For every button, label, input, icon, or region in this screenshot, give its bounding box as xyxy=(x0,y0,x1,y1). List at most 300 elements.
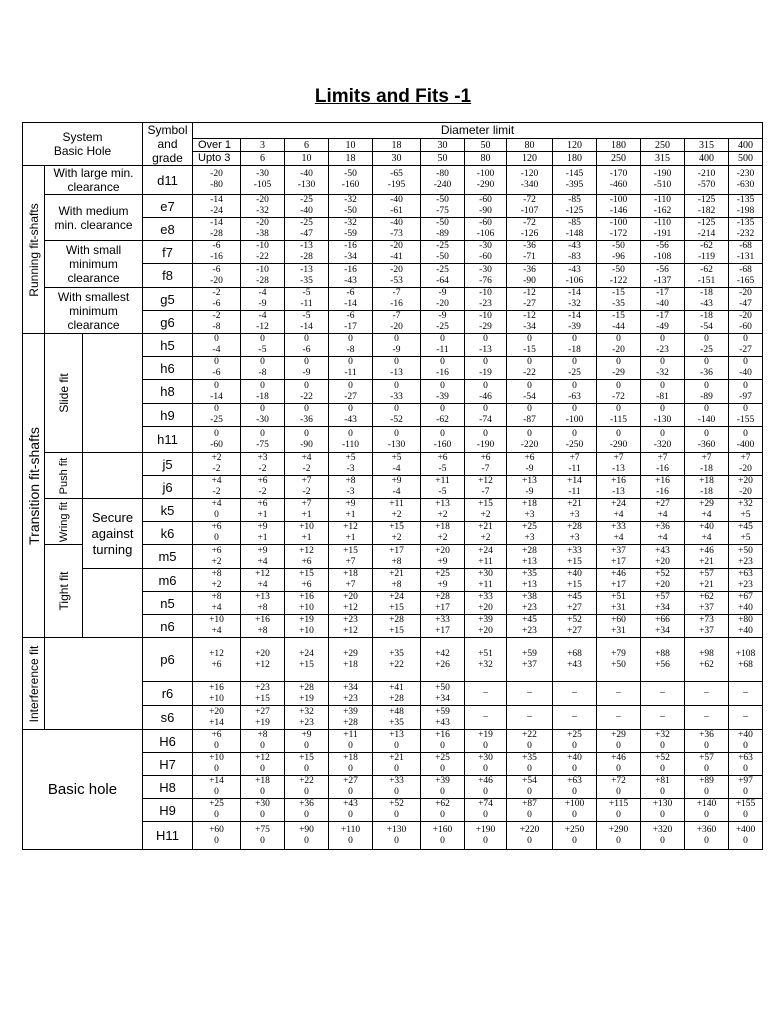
value-cell xyxy=(465,706,507,730)
value-cell xyxy=(641,682,685,706)
lower-deviation: -320 xyxy=(653,439,672,450)
value-cell xyxy=(285,166,329,195)
value-cell xyxy=(507,799,553,822)
upper-deviation: -20 xyxy=(256,195,269,205)
value-cell xyxy=(285,822,329,850)
value-cell xyxy=(373,380,421,404)
upper-deviation: -7 xyxy=(392,311,401,321)
upper-deviation: 0 xyxy=(572,357,577,367)
value-cell xyxy=(685,380,729,404)
upper-deviation: -20 xyxy=(739,288,752,298)
lower-deviation: +37 xyxy=(699,603,714,613)
value-cell xyxy=(729,476,763,499)
upper-deviation: -135 xyxy=(736,218,755,228)
lower-deviation: -4 xyxy=(392,487,401,497)
upper-deviation: -14 xyxy=(210,195,223,205)
value-cell xyxy=(241,706,285,730)
upper-deviation: +29 xyxy=(343,648,358,659)
value-cell xyxy=(241,218,285,241)
lower-deviation: -6 xyxy=(302,345,311,355)
lower-deviation: +2 xyxy=(437,533,448,543)
lower-deviation: +8 xyxy=(391,556,402,567)
value-cell xyxy=(193,357,241,380)
value-cell xyxy=(421,592,465,615)
upper-deviation: 0 xyxy=(743,380,748,391)
upto-value: 180 xyxy=(553,152,597,166)
upper-deviation: +15 xyxy=(343,545,358,556)
lower-deviation: -9 xyxy=(258,299,267,309)
upper-deviation: +9 xyxy=(257,545,268,556)
upper-deviation: -43 xyxy=(568,264,581,275)
table-row xyxy=(23,288,763,311)
lower-deviation: -195 xyxy=(387,180,406,190)
lower-deviation: 0 xyxy=(704,787,709,797)
value-cell xyxy=(193,241,241,264)
upper-deviation: -110 xyxy=(653,195,672,205)
lower-deviation: -2 xyxy=(302,464,311,474)
upper-deviation: – xyxy=(616,712,621,722)
upper-deviation: – xyxy=(704,688,709,698)
basic-hole-group: Basic hole xyxy=(23,730,143,850)
upper-deviation: -100 xyxy=(476,169,495,179)
upper-deviation: -17 xyxy=(656,288,669,298)
upper-deviation: +62 xyxy=(699,592,714,602)
value-cell xyxy=(685,638,729,682)
value-cell xyxy=(553,288,597,311)
symbol-cell: H11 xyxy=(143,822,193,850)
upper-deviation: 0 xyxy=(704,404,709,414)
lower-deviation: -62 xyxy=(436,415,449,425)
value-cell xyxy=(329,682,373,706)
upper-deviation: -32 xyxy=(344,218,357,228)
lower-deviation: -2 xyxy=(212,464,221,474)
lower-deviation: -360 xyxy=(697,439,716,450)
lower-deviation: +23 xyxy=(738,580,753,590)
upper-deviation: 0 xyxy=(616,404,621,414)
lower-deviation: -87 xyxy=(523,415,536,425)
lower-deviation: -8 xyxy=(212,322,221,332)
lower-deviation: +20 xyxy=(655,556,670,567)
value-cell xyxy=(285,730,329,753)
upper-deviation: -36 xyxy=(523,264,536,275)
upper-deviation: 0 xyxy=(527,357,532,367)
value-cell xyxy=(329,380,373,404)
lower-deviation: -250 xyxy=(565,439,584,450)
upper-deviation: -60 xyxy=(479,195,492,205)
upper-deviation: +130 xyxy=(652,799,673,809)
lower-deviation: +13 xyxy=(522,580,537,590)
upper-deviation: +32 xyxy=(738,499,753,509)
value-cell xyxy=(193,476,241,499)
upper-deviation: +320 xyxy=(652,824,673,835)
value-cell xyxy=(193,753,241,776)
lower-deviation: +17 xyxy=(435,603,450,613)
lower-deviation: -9 xyxy=(392,345,401,355)
value-cell xyxy=(421,522,465,545)
upper-deviation: 0 xyxy=(260,380,265,391)
upper-deviation: +4 xyxy=(301,453,312,463)
upper-deviation: -100 xyxy=(609,218,628,228)
upper-deviation: +4 xyxy=(211,476,222,486)
lower-deviation: -43 xyxy=(700,299,713,309)
upper-deviation: +20 xyxy=(435,545,450,556)
upper-deviation: +12 xyxy=(255,569,270,579)
value-cell xyxy=(597,218,641,241)
value-cell xyxy=(285,499,329,522)
over-value: 120 xyxy=(553,138,597,152)
upper-deviation: -10 xyxy=(256,241,269,251)
value-cell xyxy=(553,334,597,357)
value-cell xyxy=(241,166,285,195)
value-cell xyxy=(729,522,763,545)
lower-deviation: 0 xyxy=(214,787,219,797)
upper-deviation: +6 xyxy=(480,453,491,463)
lower-deviation: -25 xyxy=(568,368,581,378)
lower-deviation: 0 xyxy=(348,835,353,846)
upper-deviation: – xyxy=(616,688,621,698)
value-cell xyxy=(597,453,641,476)
upper-deviation: +15 xyxy=(299,569,314,579)
value-cell xyxy=(641,311,685,334)
value-cell xyxy=(685,241,729,264)
desc-large-clearance: With large min. clearance xyxy=(45,166,143,195)
lower-deviation: -16 xyxy=(656,487,669,497)
lower-deviation: -148 xyxy=(565,229,584,239)
upper-deviation: -170 xyxy=(609,169,628,179)
upper-deviation: +35 xyxy=(522,753,537,763)
upper-deviation: -40 xyxy=(300,169,313,179)
lower-deviation: 0 xyxy=(440,835,445,846)
upper-deviation: +40 xyxy=(567,569,582,579)
value-cell xyxy=(597,706,641,730)
upper-deviation: +75 xyxy=(255,824,270,835)
lower-deviation: 0 xyxy=(660,741,665,751)
upper-deviation: 0 xyxy=(348,357,353,367)
lower-deviation: -2 xyxy=(258,464,267,474)
lower-deviation: +9 xyxy=(437,556,448,567)
value-cell xyxy=(285,195,329,218)
upper-deviation: +6 xyxy=(211,545,222,556)
upper-deviation: +190 xyxy=(475,824,496,835)
upper-deviation: +32 xyxy=(299,706,314,717)
upper-deviation: +22 xyxy=(522,730,537,740)
value-cell xyxy=(373,776,421,799)
value-cell xyxy=(421,195,465,218)
value-cell xyxy=(421,753,465,776)
value-cell xyxy=(685,822,729,850)
upper-deviation: -2 xyxy=(212,311,221,321)
upper-deviation: +16 xyxy=(255,615,270,625)
value-cell xyxy=(373,569,421,592)
value-cell xyxy=(373,822,421,850)
lower-deviation: +20 xyxy=(478,626,493,636)
secure-against-turning: Secure against turning xyxy=(83,499,143,569)
lower-deviation: -49 xyxy=(656,322,669,332)
lower-deviation: -41 xyxy=(390,252,403,262)
upper-deviation: +5 xyxy=(391,453,402,463)
lower-deviation: +6 xyxy=(211,659,222,670)
symbol-cell: g5 xyxy=(143,288,193,311)
upper-deviation: +28 xyxy=(389,615,404,625)
value-cell xyxy=(193,499,241,522)
upper-deviation: 0 xyxy=(483,380,488,391)
lower-deviation: -9 xyxy=(525,487,534,497)
lower-deviation: -90 xyxy=(523,275,536,286)
value-cell xyxy=(729,166,763,195)
upper-deviation: +54 xyxy=(522,776,537,786)
lower-deviation: 0 xyxy=(260,764,265,774)
value-cell xyxy=(373,311,421,334)
upper-deviation: +40 xyxy=(738,730,753,740)
upper-deviation: 0 xyxy=(440,357,445,367)
lower-deviation: -22 xyxy=(300,391,313,402)
lower-deviation: -119 xyxy=(697,252,716,262)
upper-deviation: 0 xyxy=(743,357,748,367)
value-cell xyxy=(597,638,641,682)
upper-deviation: -30 xyxy=(256,169,269,179)
lower-deviation: 0 xyxy=(743,835,748,846)
value-cell xyxy=(641,522,685,545)
upper-deviation: +20 xyxy=(738,476,753,486)
value-cell xyxy=(641,822,685,850)
value-cell xyxy=(507,288,553,311)
lower-deviation: -172 xyxy=(609,229,628,239)
upper-deviation: +87 xyxy=(522,799,537,809)
value-cell xyxy=(597,522,641,545)
lower-deviation: +14 xyxy=(209,717,224,728)
lower-deviation: -20 xyxy=(739,487,752,497)
value-cell xyxy=(285,799,329,822)
lower-deviation: 0 xyxy=(394,835,399,846)
lower-deviation: -40 xyxy=(739,368,752,378)
value-cell xyxy=(641,427,685,453)
value-cell xyxy=(641,799,685,822)
upper-deviation: -5 xyxy=(302,311,311,321)
lower-deviation: -5 xyxy=(438,464,447,474)
upper-deviation: +33 xyxy=(478,592,493,602)
upto-value: 400 xyxy=(685,152,729,166)
upper-deviation: +11 xyxy=(343,730,358,740)
lower-deviation: +12 xyxy=(343,603,358,613)
symbol-cell: r6 xyxy=(143,682,193,706)
value-cell xyxy=(193,311,241,334)
upper-deviation: -190 xyxy=(653,169,672,179)
lower-deviation: -29 xyxy=(479,322,492,332)
lower-deviation: +3 xyxy=(569,510,580,520)
value-cell xyxy=(421,404,465,427)
upto-label: Upto 3 xyxy=(193,152,241,166)
lower-deviation: +17 xyxy=(611,556,626,567)
value-cell xyxy=(329,592,373,615)
value-cell xyxy=(685,476,729,499)
value-cell xyxy=(373,753,421,776)
upper-deviation: 0 xyxy=(660,334,665,344)
value-cell xyxy=(729,334,763,357)
value-cell xyxy=(641,476,685,499)
value-cell xyxy=(597,822,641,850)
upper-deviation: +24 xyxy=(299,648,314,659)
value-cell xyxy=(641,241,685,264)
lower-deviation: 0 xyxy=(214,741,219,751)
lower-deviation: 0 xyxy=(394,764,399,774)
value-cell xyxy=(597,357,641,380)
lower-deviation: +17 xyxy=(611,580,626,590)
upper-deviation: -80 xyxy=(436,169,449,179)
upper-deviation: 0 xyxy=(483,404,488,414)
value-cell xyxy=(597,776,641,799)
upper-deviation: – xyxy=(527,688,532,698)
upto-value: 30 xyxy=(373,152,421,166)
upper-deviation: 0 xyxy=(394,334,399,344)
lower-deviation: +15 xyxy=(567,556,582,567)
lower-deviation: 0 xyxy=(483,810,488,820)
upper-deviation: -65 xyxy=(390,169,403,179)
lower-deviation: -12 xyxy=(256,322,269,332)
upper-deviation: +16 xyxy=(435,730,450,740)
upper-deviation: +63 xyxy=(567,776,582,786)
upper-deviation: +290 xyxy=(608,824,629,835)
lower-deviation: -17 xyxy=(344,322,357,332)
upper-deviation: +46 xyxy=(611,753,626,763)
value-cell xyxy=(193,730,241,753)
value-cell xyxy=(465,166,507,195)
value-cell xyxy=(465,569,507,592)
lower-deviation: +4 xyxy=(257,556,268,567)
upper-deviation: 0 xyxy=(616,428,621,439)
upper-deviation: +130 xyxy=(386,824,407,835)
lower-deviation: +1 xyxy=(301,533,312,543)
lower-deviation: 0 xyxy=(440,741,445,751)
value-cell xyxy=(553,404,597,427)
lower-deviation: +62 xyxy=(699,659,714,670)
lower-deviation: 0 xyxy=(304,741,309,751)
upper-deviation: +28 xyxy=(299,682,314,693)
upper-deviation: -25 xyxy=(436,241,449,251)
upper-deviation: -125 xyxy=(697,195,716,205)
lower-deviation: +3 xyxy=(524,533,535,543)
upper-deviation: – xyxy=(483,688,488,698)
upper-deviation: +11 xyxy=(435,476,450,486)
lower-deviation: +7 xyxy=(345,580,356,590)
value-cell xyxy=(373,218,421,241)
upper-deviation: 0 xyxy=(483,428,488,439)
lower-deviation: -39 xyxy=(568,322,581,332)
lower-deviation: -131 xyxy=(736,252,755,262)
symbol-cell: n6 xyxy=(143,615,193,638)
lower-deviation: -4 xyxy=(392,464,401,474)
lower-deviation: 0 xyxy=(348,741,353,751)
upper-deviation: 0 xyxy=(304,357,309,367)
upper-deviation: +23 xyxy=(255,682,270,693)
upper-deviation: 0 xyxy=(260,428,265,439)
upper-deviation: 0 xyxy=(527,404,532,414)
upper-deviation: +79 xyxy=(611,648,626,659)
lower-deviation: -460 xyxy=(609,180,628,190)
interference-fit-group-label: Interference fit xyxy=(26,645,41,722)
upper-deviation: -135 xyxy=(736,195,755,205)
lower-deviation: -6 xyxy=(212,299,221,309)
value-cell xyxy=(729,195,763,218)
lower-deviation: -50 xyxy=(436,252,449,262)
lower-deviation: 0 xyxy=(660,810,665,820)
lower-deviation: -22 xyxy=(256,252,269,262)
upper-deviation: -36 xyxy=(523,241,536,251)
value-cell xyxy=(507,730,553,753)
upper-deviation: +21 xyxy=(389,569,404,579)
lower-deviation: -7 xyxy=(481,464,490,474)
value-cell xyxy=(729,706,763,730)
lower-deviation: -570 xyxy=(697,180,716,190)
upper-deviation: 0 xyxy=(743,404,748,414)
upper-deviation: +9 xyxy=(257,522,268,532)
value-cell xyxy=(421,499,465,522)
upper-deviation: +6 xyxy=(211,730,222,740)
value-cell xyxy=(685,615,729,638)
value-cell xyxy=(729,264,763,288)
value-cell xyxy=(597,592,641,615)
lower-deviation: +6 xyxy=(301,556,312,567)
upper-deviation: +10 xyxy=(209,753,224,763)
upper-deviation: +46 xyxy=(611,569,626,579)
value-cell xyxy=(641,499,685,522)
value-cell xyxy=(329,166,373,195)
upper-deviation: 0 xyxy=(214,380,219,391)
lower-deviation: -80 xyxy=(210,180,223,190)
value-cell xyxy=(553,195,597,218)
upper-deviation: -17 xyxy=(656,311,669,321)
upper-deviation: +25 xyxy=(209,799,224,809)
lower-deviation: 0 xyxy=(660,835,665,846)
lower-deviation: +50 xyxy=(611,659,626,670)
lower-deviation: -34 xyxy=(523,322,536,332)
lower-deviation: -16 xyxy=(436,368,449,378)
value-cell xyxy=(421,638,465,682)
value-cell xyxy=(507,753,553,776)
table-row xyxy=(23,569,763,592)
value-cell xyxy=(507,476,553,499)
upper-deviation: +66 xyxy=(655,615,670,625)
symbol-cell: h9 xyxy=(143,404,193,427)
value-cell xyxy=(507,569,553,592)
value-cell xyxy=(507,822,553,850)
upper-deviation: +6 xyxy=(524,453,535,463)
upper-deviation: +38 xyxy=(522,592,537,602)
lower-deviation: -32 xyxy=(656,368,669,378)
lower-deviation: -20 xyxy=(739,464,752,474)
upper-deviation: 0 xyxy=(394,428,399,439)
value-cell xyxy=(421,334,465,357)
upper-deviation: -85 xyxy=(568,195,581,205)
lower-deviation: -28 xyxy=(210,229,223,239)
lower-deviation: -162 xyxy=(653,206,672,216)
value-cell xyxy=(329,195,373,218)
value-cell xyxy=(241,357,285,380)
lower-deviation: +18 xyxy=(343,659,358,670)
value-cell xyxy=(285,753,329,776)
lower-deviation: -83 xyxy=(568,252,581,262)
symbol-cell: H9 xyxy=(143,799,193,822)
value-cell xyxy=(241,334,285,357)
upper-deviation: 0 xyxy=(440,334,445,344)
upto-value: 10 xyxy=(285,152,329,166)
lower-deviation: +21 xyxy=(699,580,714,590)
value-cell xyxy=(641,195,685,218)
upper-deviation: -50 xyxy=(436,218,449,228)
lower-deviation: -198 xyxy=(736,206,755,216)
upper-deviation: +28 xyxy=(522,545,537,556)
value-cell xyxy=(507,638,553,682)
value-cell xyxy=(241,730,285,753)
